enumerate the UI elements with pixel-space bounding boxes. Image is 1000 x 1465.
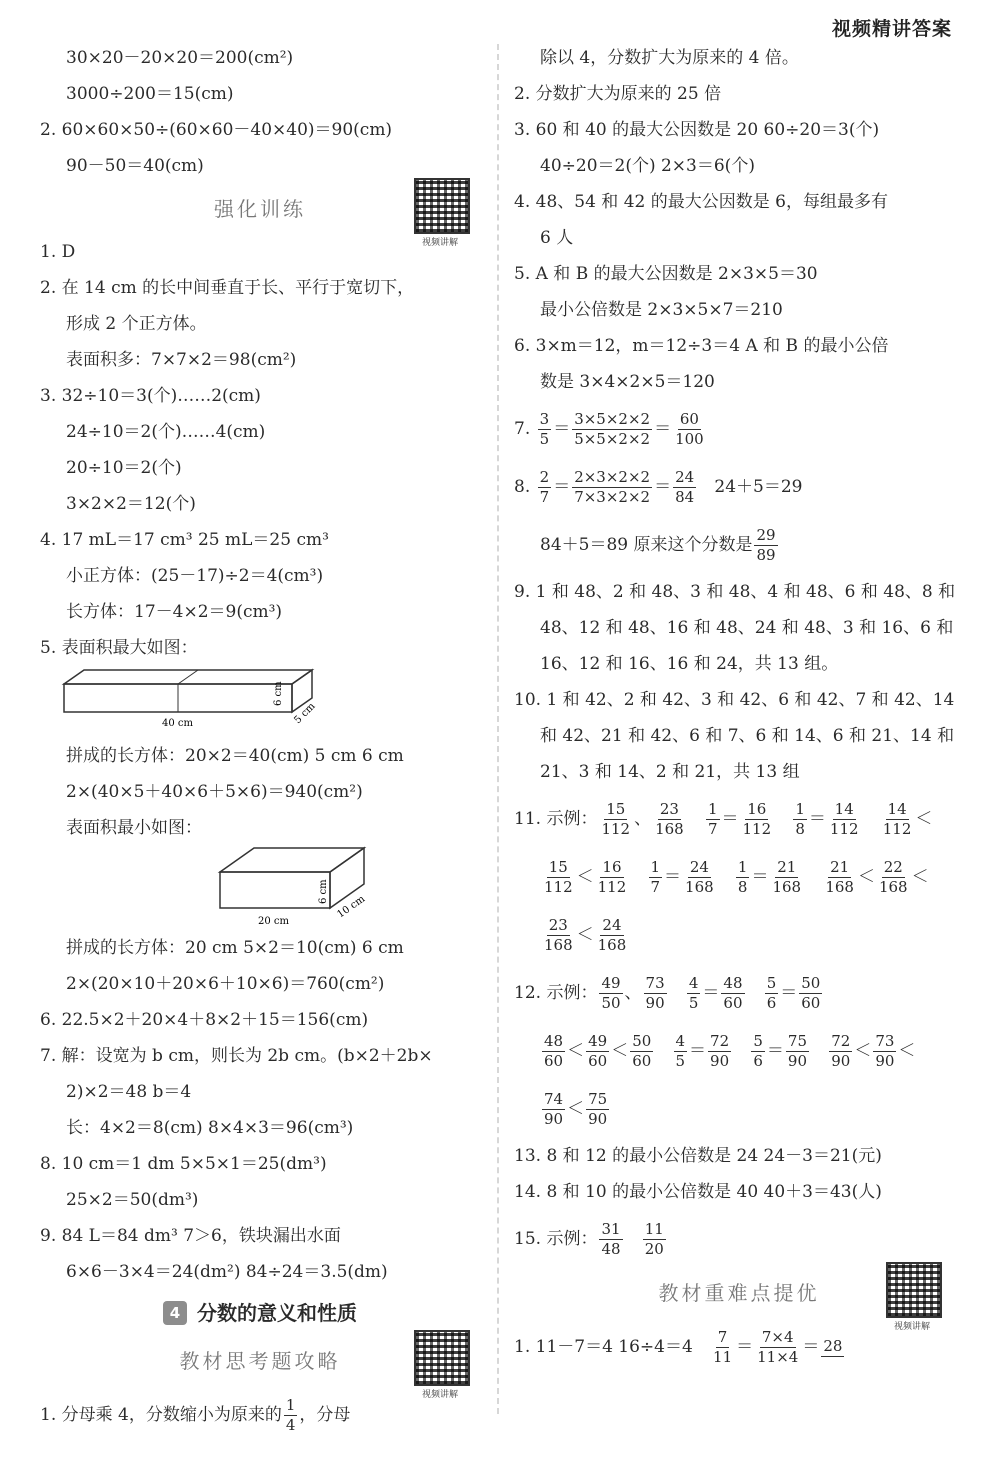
answer-line: 40÷20＝2(个) 2×3＝6(个) [540,156,755,176]
answer-line: 长：4×2＝8(cm) 8×4×3＝96(cm³) [66,1118,354,1138]
right-column [514,40,964,1376]
operator: ＝ [808,809,826,829]
answer-line: 表面积多：7×7×2＝98(cm²) [66,350,297,370]
fraction: $\frac{24}{168}$ [685,857,714,896]
operator [655,1033,671,1069]
column-divider [497,44,499,1414]
operator: ＝ [689,1041,707,1061]
answer-line: 2)×2＝48 b＝4 [66,1082,192,1102]
answer-line: 3000÷200＝15(cm) [66,84,234,104]
operator [775,801,791,837]
question-label: 11. 示例： [514,809,598,829]
fraction: $\frac{50}{60}$ [632,1031,652,1070]
fraction: $\frac{72}{90}$ [710,1031,730,1070]
operator: ＜ [854,1041,872,1061]
fraction-row [514,848,964,906]
fraction-row [514,906,964,964]
operator [630,859,646,895]
answer-line: 16、12 和 16、16 和 24，共 13 组。 [540,654,839,674]
fig1-width-label: 5 cm [292,700,318,727]
answer-line: 2. 分数扩大为原来的 25 倍 [514,84,722,104]
answer-line: 14. 8 和 10 的最小公倍数是 40 40＋3＝43(人) [514,1182,882,1202]
fraction: $\frac{23}{168}$ [544,915,573,954]
box-figure-large [40,666,480,738]
fraction: $\frac{48}{60}$ [723,973,743,1012]
fig2-height-label: 6 cm [318,879,329,904]
fraction: $\frac{15}{112}$ [601,799,631,838]
answer-line [40,1386,480,1444]
answer-line: 9. 1 和 48、2 和 48、3 和 48、4 和 48、6 和 48、8 和 [514,582,956,602]
fraction: $\frac{5}{6}$ [766,973,777,1012]
fraction: $\frac{1}{7}$ [707,799,718,838]
question-label: 12. 示例： [514,983,598,1003]
answer-line: 9. 84 L＝84 dm³ 7＞6，铁块漏出水面 [40,1226,341,1246]
answer-line: 5. A 和 B 的最大公因数是 2×3×5＝30 [514,264,818,284]
box-figure-small [40,846,480,930]
fraction: $\frac{4}{5}$ [688,973,699,1012]
answer-line: 2×(40×5＋40×6＋5×6)＝940(cm²) [66,782,363,802]
operator [811,1033,827,1069]
answer-line: 数是 3×4×2×5＝120 [540,372,715,392]
cuboid-diagram [40,666,320,738]
answer-line: 除以 4，分数扩大为原来的 4 倍。 [540,48,799,68]
fraction: $\frac{75}{90}$ [787,1031,807,1070]
section-heading-key-points [514,1268,964,1332]
answer-line: 3. 60 和 40 的最大公因数是 20 60÷20＝3(个) [514,120,880,140]
operator: ＜ [576,925,594,945]
operator [805,859,821,895]
fraction-row [514,1022,964,1080]
fraction: $\frac{1}{8}$ [737,857,748,896]
left-column [40,40,480,1444]
operator: ＜ [911,867,929,887]
fraction: $\frac{5}{6}$ [753,1031,763,1070]
operator: 、 [624,983,642,1003]
section-title: 教材思考题攻略 [179,1349,341,1373]
chapter-number-badge: 4 [163,1301,187,1325]
answer-line: 3×2×2＝12(个) [66,494,196,514]
fraction: $\frac{49}{50}$ [601,973,621,1012]
answer-line: 6. 3×m＝12，m＝12÷3＝4 A 和 B 的最小公倍 [514,336,889,356]
fraction: $\frac{72}{90}$ [831,1031,851,1070]
fraction: $\frac{16}{112}$ [597,857,627,896]
fraction: $\frac{73}{90}$ [875,1031,895,1070]
operator: ＜ [915,809,933,829]
fraction: $\frac{75}{90}$ [588,1089,608,1128]
answer-line: 4. 48、54 和 42 的最大公因数是 6，每组最多有 [514,192,888,212]
answer-line: 10. 1 和 42、2 和 42、3 和 42、6 和 42、7 和 42、14 [514,690,955,710]
qr-caption: 视频讲解 [422,238,459,248]
answer-line: 2×(20×10＋20×6＋10×6)＝760(cm²) [66,974,385,994]
fig1-length-label: 40 cm [162,718,193,729]
operator [863,801,879,837]
fraction: $\frac{14}{112}$ [829,799,859,838]
answer-line: 25×2＝50(dm³) [66,1190,199,1210]
operator: ＜ [857,867,875,887]
answer-q8: 8. $\frac{2}{7}$ ＝ $\frac{2\times 3\times 2\times 2}{7\times 3\times 2\times 2}$ ＝ $\frac{24}{84}$ 24＋5＝29 [514,467,803,506]
answer-line: 最小公倍数是 2×3×5×7＝210 [540,300,783,320]
answer-line: 48、12 和 48、16 和 48、24 和 48、3 和 16、6 和 [540,618,954,638]
answer-line: 8. 10 cm＝1 dm 5×5×1＝25(dm³) [40,1154,327,1174]
fraction-row [514,1080,964,1138]
fraction: $\frac{50}{60}$ [801,973,821,1012]
operator: ＝ [721,809,739,829]
chapter-title: 分数的意义和性质 [197,1301,357,1325]
answer-line: 3. 32÷10＝3(个)……2(cm) [40,386,261,406]
answer-line: 20÷10＝2(个) [66,458,182,478]
fraction: $\frac{1}{4}$ [285,1395,296,1434]
operator [669,975,685,1011]
answer-line: 拼成的长方体：20×2＝40(cm) 5 cm 6 cm [66,746,404,766]
fraction: $\frac{14}{112}$ [882,799,912,838]
fraction: $\frac{15}{112}$ [544,857,573,896]
answer-line: 5. 表面积最大如图： [40,638,198,658]
answer-q8-cont: 84＋5＝89 原来这个分数是 $\frac{29}{89}$ [540,525,776,564]
fraction: $\frac{1}{7}$ [650,857,661,896]
operator: ＜ [898,1041,916,1061]
answer-line: 21、3 和 14、2 和 21，共 13 组 [540,762,800,782]
operator: ＜ [567,1041,585,1061]
text: ，分母 [299,1405,351,1425]
answer-line: 2. 在 14 cm 的长中间垂直于长、平行于宽切下， [40,278,415,298]
fig2-length-label: 20 cm [258,916,289,927]
fraction: $\frac{16}{112}$ [742,799,772,838]
section-title: 强化训练 [214,197,306,221]
fraction: $\frac{24}{168}$ [597,915,627,954]
fraction: $\frac{48}{60}$ [544,1031,564,1070]
qr-code-icon[interactable] [414,178,470,234]
fraction: $\frac{22}{168}$ [878,857,908,896]
fraction: $\frac{4}{5}$ [675,1031,686,1070]
fraction: $\frac{74}{90}$ [544,1089,564,1128]
answer-line: 拼成的长方体：20 cm 5×2＝10(cm) 6 cm [66,938,404,958]
operator [747,975,763,1011]
operator: ＝ [664,867,682,887]
answer-line: 90－50＝40(cm) [66,156,204,176]
answer-line: 6 人 [540,228,574,248]
qr-code-icon[interactable] [414,1330,470,1386]
operator [688,801,704,837]
qr-caption: 视频讲解 [422,1390,459,1400]
answer-line: 13. 8 和 12 的最小公倍数是 24 24－3＝21(元) [514,1146,882,1166]
answer-line: 24÷10＝2(个)……4(cm) [66,422,266,442]
fraction: $\frac{21}{168}$ [772,857,802,896]
answer-line: 表面积最小如图： [66,818,202,838]
answer-line: 7. 解：设宽为 b cm，则长为 2b cm。(b×2＋2b× [40,1046,433,1066]
qr-caption: 视频讲解 [894,1322,931,1332]
answer-line: 6×6－3×4＝24(dm²) 84÷24＝3.5(dm) [66,1262,388,1282]
fraction: $\frac{49}{60}$ [588,1031,608,1070]
fraction-row [514,790,964,848]
cuboid-diagram-small [40,846,370,930]
answer-line: 形成 2 个正方体。 [66,314,207,334]
operator: ＝ [751,867,769,887]
answer-line: 4. 17 mL＝17 cm³ 25 mL＝25 cm³ [40,530,329,550]
fig2-width-label: 10 cm [335,893,368,921]
qr-code-icon[interactable] [886,1262,942,1318]
answer-line: 长方体：17－4×2＝9(cm³) [66,602,283,622]
operator [718,859,734,895]
operator: ＝ [766,1041,784,1061]
answer-q15: 15. 示例： $\frac{31}{48}$ $\frac{11}{20}$ [514,1219,664,1258]
fraction: $\frac{73}{90}$ [645,973,665,1012]
section-heading-training [40,184,480,248]
operator: ＜ [576,867,594,887]
section-heading-textbook [40,1336,480,1400]
answer-line: 1. D [40,242,76,262]
answer-line: 2. 60×60×50÷(60×60－40×40)＝90(cm) [40,120,393,140]
operator: ＜ [567,1099,585,1119]
answer-line: 30×20－20×20＝200(cm²) [66,48,294,68]
operator: ＝ [702,983,720,1003]
answer-line: 和 42、21 和 42、6 和 7、6 和 14、6 和 21、14 和 [540,726,955,746]
fig1-height-label: 6 cm [273,681,284,706]
operator: 、 [634,809,652,829]
operator: ＜ [611,1041,629,1061]
page-header-title: 视频精讲答案 [831,18,952,40]
answer-q7: 7. $\frac{3}{5}$ ＝ $\frac{3\times 5\times 2\times 2}{5\times 5\times 2\times 2}$ ＝ $\frac{60}{100}$ [514,409,704,448]
operator [733,1033,749,1069]
section-title: 教材重难点提优 [658,1281,820,1305]
fraction: $\frac{1}{8}$ [795,799,805,838]
answer-line: 6. 22.5×2＋20×4＋8×2＋15＝156(cm) [40,1010,369,1030]
fraction-row [514,964,964,1022]
operator: ＝ [780,983,798,1003]
answer-line: 小正方体：(25－17)÷2＝4(cm³) [66,566,324,586]
answer-line: 1. 11－7＝4 16÷4＝4 $\frac{7}{11}$ ＝ $\frac{7\times 4}{11\times 4}$ ＝ 28 [514,1327,843,1366]
text: 1. 分母乘 4，分数缩小为原来的 [40,1405,282,1425]
fraction: $\frac{23}{168}$ [655,799,684,838]
fraction: $\frac{21}{168}$ [825,857,854,896]
